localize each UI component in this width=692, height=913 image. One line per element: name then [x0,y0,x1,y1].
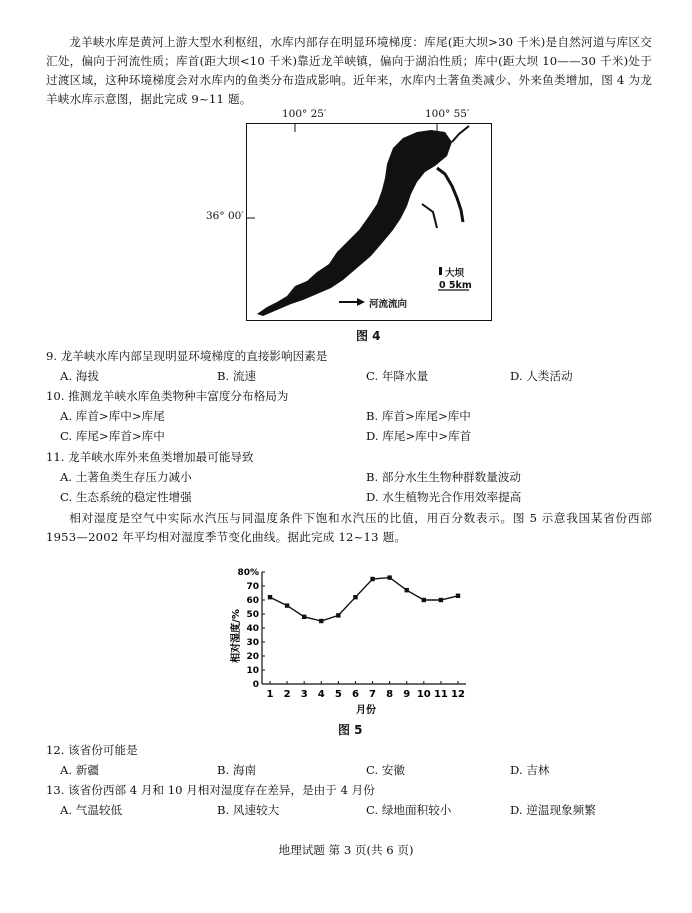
reservoir-water-body [257,130,452,316]
humidity-data-point [353,595,357,599]
reservoir-map [246,123,492,321]
humidity-data-point [285,603,289,607]
flow-label: 河流流向 [369,299,408,310]
x-tick-label: 2 [283,689,291,700]
y-tick-label: 80% [237,568,259,578]
q13-option-b: B. 风速较大 [217,803,280,817]
humidity-data-point [387,575,391,579]
q11-option-d: D. 水生植物光合作用效率提高 [366,490,522,504]
x-tick-label: 8 [386,689,394,700]
q9-option-b: B. 流速 [217,369,257,383]
q11-option-b: B. 部分水生生物种群数量波动 [366,470,522,484]
humidity-chart-svg [226,566,476,716]
q10-option-a: A. 库首>库中>库尾 [60,409,165,423]
y-tick-label: 40 [246,624,259,634]
q11-option-c: C. 生态系统的稳定性增强 [60,490,192,504]
x-tick-label: 6 [351,689,359,700]
x-tick-label: 10 [416,689,431,700]
lon-right-label: 100° 55′ [425,108,470,120]
humidity-data-point [439,598,443,602]
y-tick-label: 70 [246,582,259,592]
legend-dam-label: 大坝 [445,268,465,279]
inlet-channel [422,204,437,228]
question-11-stem: 11. 龙羊峡水库外来鱼类增加最可能导致 [46,450,254,464]
q12-option-c: C. 安徽 [366,763,406,777]
humidity-data-point [268,595,272,599]
x-tick-label: 7 [369,689,377,700]
lon-left-label: 100° 25′ [282,108,327,120]
humidity-data-point [302,615,306,619]
q12-option-b: B. 海南 [217,763,257,777]
question-12-stem: 12. 该省份可能是 [46,743,138,757]
humidity-data-point [456,594,460,598]
y-tick-label: 0 [252,680,259,690]
x-tick-label: 4 [317,689,325,700]
q12-option-a: A. 新疆 [60,763,99,777]
x-tick-label: 9 [403,689,411,700]
q9-option-a: A. 海拔 [60,369,99,383]
q11-option-a: A. 土著鱼类生存压力减小 [60,470,192,484]
question-9-stem: 9. 龙羊峡水库内部呈现明显环境梯度的直接影响因素是 [46,349,328,363]
x-tick-label: 3 [300,689,308,700]
y-tick-label: 60 [246,596,259,606]
humidity-data-point [336,613,340,617]
reservoir-branch [437,168,463,222]
x-tick-label: 11 [433,689,448,700]
q10-option-d: D. 库尾>库中>库首 [366,429,472,443]
figure-5-caption: 图 5 [338,723,363,737]
lat-label: 36° 00′ [206,210,244,222]
q10-option-c: C. 库尾>库首>库中 [60,429,165,443]
q13-option-c: C. 绿地面积较小 [366,803,452,817]
question-10-stem: 10. 推测龙羊峡水库鱼类物种丰富度分布格局为 [46,389,289,403]
x-tick-label: 1 [266,689,274,700]
humidity-data-point [422,598,426,602]
q13-option-a: A. 气温较低 [60,803,123,817]
figure-4-caption: 图 4 [356,329,381,343]
intro-paragraph-1: 龙羊峡水库是黄河上游大型水利枢纽，水库内部存在明显环境梯度：库尾(距大坝>30 千米)是自然河道与库区交汇处，偏向于河流性质；库首(距大坝<10 千米)靠近龙羊峡镇，偏向于湖泊性质；库中(距大坝 10——30 千米)处于过渡区域，这种环境梯度会对水库内的鱼类分布造成影响。近年来，水库内土著鱼类减少、外来鱼类增加，图 4 为龙羊峡水库示意图，据此完成 9~11 题。 [46,35,652,106]
x-tick-label: 5 [334,689,342,700]
river-upstream [452,126,469,142]
humidity-series-line [270,578,458,621]
humidity-data-point [405,588,409,592]
y-tick-label: 20 [246,652,259,662]
y-tick-label: 10 [246,666,259,676]
q13-option-d: D. 逆温现象频繁 [510,803,596,817]
y-tick-label: 50 [246,610,259,620]
x-tick-label: 12 [451,689,465,700]
q10-option-b: B. 库首>库尾>库中 [366,409,471,423]
q9-option-d: D. 人类活动 [510,369,573,383]
q12-option-d: D. 吉林 [510,763,550,777]
question-13-stem: 13. 该省份西部 4 月和 10 月相对湿度存在差异，是由于 4 月份 [46,783,375,797]
humidity-data-point [319,619,323,623]
chart-ylabel: 相对湿度/% [231,609,242,663]
intro-paragraph-2: 相对湿度是空气中实际水汽压与同温度条件下饱和水汽压的比值，用百分数表示。图 5 示意我国某省份西部 1953—2002 年平均相对湿度季节变化曲线。据此完成 12~13 题。 [46,511,652,544]
q9-option-c: C. 年降水量 [366,369,429,383]
dam-symbol [439,267,442,275]
y-tick-label: 30 [246,638,259,648]
page-footer: 地理试题 第 3 页(共 6 页) [278,843,414,857]
humidity-data-point [370,577,374,581]
scale-label: 0 5km [439,280,472,291]
humidity-chart [226,566,476,716]
flow-arrow-head [357,298,365,306]
chart-xlabel: 月份 [356,705,376,716]
